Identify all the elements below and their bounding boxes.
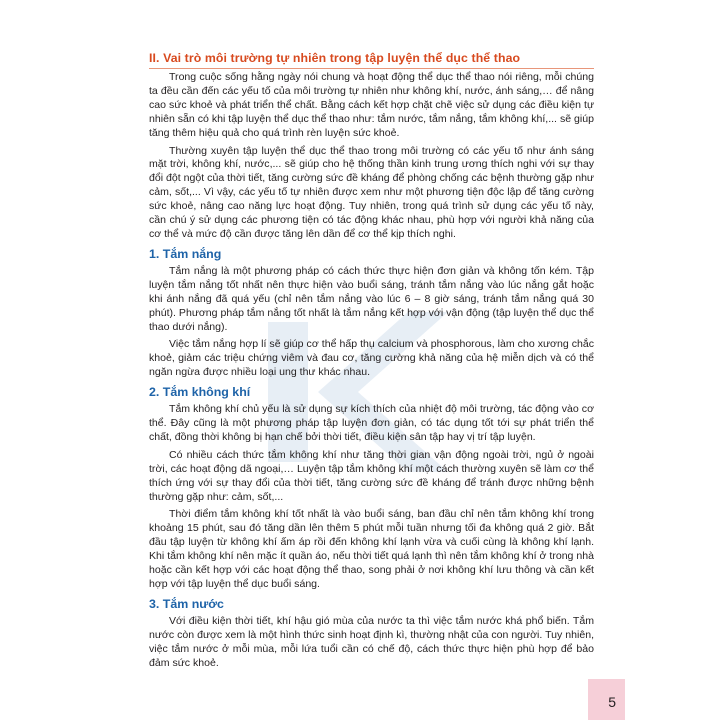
paragraph: Có nhiều cách thức tắm không khí như tăng thời gian vận động ngoài trời, ngủ ở ngoài trời, các hoạt động dã ngoại,… Luyện tập tắm không khí một cách thường xuyên sẽ làm cơ thể thích ứng với sự thay đổi của thời tiết, tăng cường sức đề kháng để tránh được những bệnh thường gặp như: cảm, sốt,... bbox=[149, 448, 594, 503]
page-content bbox=[149, 50, 594, 675]
paragraph: Thời điểm tắm không khí tốt nhất là vào buổi sáng, ban đầu chỉ nên tắm không khí trong khoảng 15 phút, sau đó tăng dần lên thêm 5 phút mỗi tuần nhưng tối đa không quá 2 giờ. Bắt đầu tập luyện từ không khí ấm áp rồi đến không khí lạnh vừa và cuối cùng là không khí lạnh. Khi tắm không khí nên mặc ít quần áo, nếu thời tiết quá lạnh thì nên tắm không khí ở trong nhà hoặc cần kết hợp với các hoạt động thể thao, song phải ở nơi không khí lưu thông và cần kết hợp với tập luyện thể dục buổi sáng. bbox=[149, 508, 594, 590]
paragraph: Tắm nắng là một phương pháp có cách thức thực hiện đơn giản và không tốn kém. Tập luyện tắm nắng tốt nhất nên thực hiện vào buổi sáng, tránh tắm nắng vào lúc nắng gắt hoặc khi ánh nắng đã quá yếu (chỉ nên tắm nắng vào lúc 6 – 8 giờ sáng, tránh tắm nắng quá 30 phút). Phương pháp tắm nắng tốt nhất là tắm nắng kết hợp với vận động (tập luyện thể dục thể thao dưới nắng). bbox=[149, 264, 594, 333]
paragraph: Trong cuộc sống hằng ngày nói chung và hoạt động thể dục thể thao nói riêng, mỗi chúng ta đều cần đến các yếu tố của môi trường tự nhiên như không khí, nước, ánh sáng,… để nâng cao sức khoẻ và phát triển thể chất. Bằng cách kết hợp chặt chẽ việc sử dụng các điều kiện tự nhiên sẵn có khi tập luyện thể dục thể thao như: tắm nước, tắm nắng, tắm không khí,... sẽ giúp tăng thêm hiệu quả cho quá trình rèn luyện sức khoẻ. bbox=[149, 71, 594, 139]
paragraph: Việc tắm nắng hợp lí sẽ giúp cơ thể hấp thụ calcium và phosphorous, làm cho xương chắc khoẻ, giảm các triệu chứng viêm và đau cơ, tăng cường khả năng của hệ miễn dịch và có thể ngăn ngừa được nhiều loại ung thư khác nhau. bbox=[149, 338, 594, 379]
page-number: 5 bbox=[608, 694, 616, 710]
paragraph: Tắm không khí chủ yếu là sử dụng sự kích thích của nhiệt độ môi trường, tác động vào cơ thể. Đây cũng là một phương pháp tập luyện đơn giản, có tác dụng tốt tới sự phát triển thể chất, đồng thời không bị hạn chế bởi thời tiết, điều kiện sân tập hay vị trí tập luyện. bbox=[149, 403, 594, 443]
subsection-title-tam-nuoc: 3. Tắm nước bbox=[149, 596, 224, 611]
subsection-title-tam-khong-khi: 2. Tắm không khí bbox=[149, 385, 251, 400]
subsection-title-tam-nang: 1. Tắm nắng bbox=[149, 246, 222, 261]
paragraph: Với điều kiện thời tiết, khí hậu gió mùa của nước ta thì việc tắm nước khá phổ biến. Tắm nước còn được xem là một hình thức sinh hoạt định kì, thường nhật của con người. Tuy nhiên, việc tắm nước ở mỗi mùa, mỗi lứa tuổi cần có chế độ, cách thức thực hiện phù hợp để bảo đảm sức khoẻ. bbox=[149, 614, 594, 669]
paragraph: Thường xuyên tập luyện thể dục thể thao trong môi trường có các yếu tố như ánh sáng mặt trời, không khí, nước,... sẽ giúp cho hệ thống thần kinh trung ương thích nghi với sự thay đổi đột ngột của thời tiết, tăng cường sức đề kháng để phòng chống các bệnh thường gặp như cảm, sốt,... Vì vậy, các yếu tố tự nhiên được xem như một phương tiện độc lập để tăng cường sức khoẻ, nâng cao năng lực hoạt động. Tuy nhiên, trong quá trình sử dụng các yếu tố này, cần chú ý sử dụng các phương tiện có tác động khác nhau, phù hợp với người khả năng của cơ thể và mức độ cần được tăng lên dần để cơ thể kịp thích nghi. bbox=[149, 144, 594, 240]
section-title: II. Vai trò môi trường tự nhiên trong tập luyện thể dục thể thao bbox=[149, 50, 594, 69]
